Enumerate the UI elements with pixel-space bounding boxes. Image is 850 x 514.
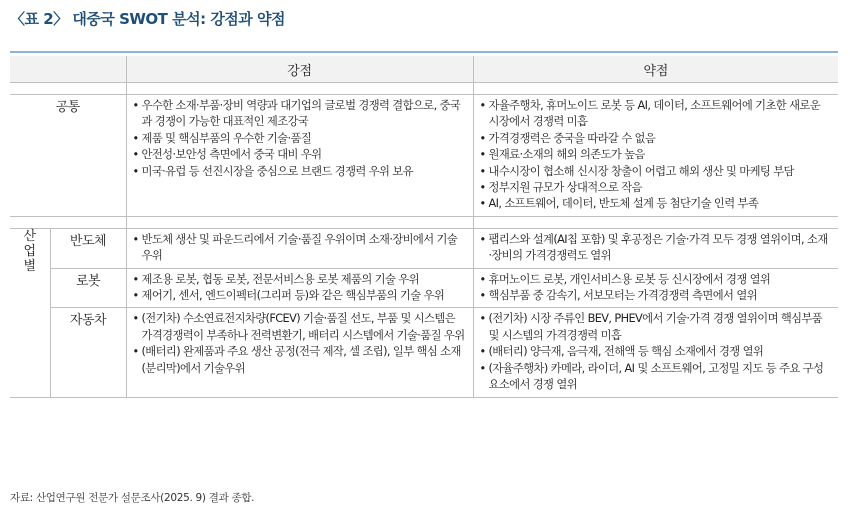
table-row-common — [10, 95, 838, 217]
weaknesses-cell — [473, 268, 838, 308]
table-row-automobile — [10, 308, 838, 397]
strengths-cell — [126, 308, 473, 397]
list-item-text: 제품 및 핵심부품의 우수한 기술·품질 — [141, 131, 312, 145]
spacer-cell — [473, 216, 838, 228]
list-item-text: 핵심부품 중 감속기, 서보모터는 가격경쟁력 측면에서 열위 — [488, 289, 757, 303]
bullet-marker: • — [132, 289, 139, 303]
weaknesses-cell — [473, 228, 838, 268]
row-label-semiconductor: 반도체 — [50, 228, 126, 268]
weaknesses-cell — [473, 95, 838, 217]
list-item — [480, 311, 831, 344]
table-title: 〈표 2〉 대중국 SWOT 분석: 강점과 약점 — [10, 10, 285, 28]
strengths-list — [133, 232, 465, 265]
row-label-common: 공통 — [10, 95, 126, 217]
bullet-marker: • — [479, 99, 486, 112]
spacer-cell — [10, 216, 126, 228]
list-item-text: (전기차) 시장 주류인 BEV, PHEV에서 기술·가격 경쟁 열위이며 핵심부품 및 시스템의 가격경쟁력 미흡 — [488, 312, 823, 342]
list-item-text: 팹리스와 설계(AI칩 포함) 및 후공정은 기술·가격 모두 경쟁 열위이며, 소재·장비의 가격경쟁력도 열위 — [488, 232, 828, 263]
list-item-text: (배터리) 완제품과 주요 생산 공정(전극 제작, 셀 조립), 일부 핵심 소재(분리막)에서 기술우위 — [141, 345, 461, 375]
bullet-marker: • — [479, 232, 486, 246]
list-item-text: 내수시장이 협소해 신시장 창출이 어렵고 해외 생산 및 마케팅 부담 — [488, 164, 794, 178]
spacer-cell — [126, 83, 473, 95]
list-item-text: 제조용 로봇, 협동 로봇, 전문서비스용 로봇 제품의 기술 우위 — [141, 272, 419, 286]
list-item — [480, 272, 831, 288]
list-item-text: 가격경쟁력은 중국을 따라갈 수 없음 — [488, 131, 656, 145]
source-note: 자료: 산업연구원 전문가 설문조사(2025. 9) 결과 종합. — [10, 492, 255, 504]
list-item — [480, 180, 831, 196]
list-item-text: 미국·유럽 등 선진시장을 중심으로 브랜드 경쟁력 우위 보유 — [141, 164, 413, 178]
strengths-list — [133, 311, 465, 377]
list-item-text: 정부지원 규모가 상대적으로 작음 — [488, 181, 642, 195]
strengths-cell — [126, 268, 473, 308]
strengths-list — [133, 272, 465, 305]
bullet-marker: • — [132, 148, 139, 162]
weaknesses-cell — [473, 308, 838, 397]
header-weaknesses: 약점 — [473, 56, 838, 83]
bullet-marker: • — [132, 164, 139, 178]
bullet-marker: • — [479, 164, 486, 178]
table-row-robot — [10, 268, 838, 308]
spacer-cell — [10, 83, 126, 95]
bullet-marker: • — [132, 131, 139, 145]
group-label-by-industry — [10, 228, 50, 397]
list-item-text: 우수한 소재·부품·장비 역량과 대기업의 글로벌 경쟁력 결합으로, 중국과 경쟁이 가능한 대표적인 제조강국 — [141, 99, 461, 129]
spacer-cell — [473, 83, 838, 95]
bullet-marker: • — [479, 345, 486, 359]
bullet-marker: • — [479, 181, 486, 195]
list-item — [133, 272, 465, 288]
row-label-automobile: 자동차 — [50, 308, 126, 397]
group-label-text: 산업별 — [23, 228, 37, 274]
spacer-row — [10, 216, 838, 228]
list-item — [133, 164, 465, 180]
bullet-marker: • — [132, 272, 139, 286]
weaknesses-list — [480, 232, 831, 265]
list-item — [133, 131, 465, 147]
list-item-text: 반도체 생산 및 파운드리에서 기술·품질 우위이며 소재·장비에서 기술우위 — [141, 232, 458, 263]
bullet-marker: • — [479, 197, 486, 211]
list-item-text: (전기차) 수소연료전지차량(FCEV) 기술·품질 선도, 부품 및 시스템은 가격경쟁력이 부족하나 전력변환기, 배터리 시스템에서 기술·품질 우위 — [141, 312, 465, 342]
list-item-text: (자율주행차) 카메라, 라이더, AI 및 소프트웨어, 고정밀 지도 등 주요 구성요소에서 경쟁 열위 — [488, 361, 824, 392]
list-item — [133, 311, 465, 344]
list-item — [480, 196, 831, 212]
list-item-text: (배터리) 양극재, 음극재, 전해액 등 핵심 소재에서 경쟁 열위 — [488, 345, 764, 359]
bullet-marker: • — [132, 312, 139, 326]
list-item — [133, 98, 465, 131]
strengths-cell — [126, 95, 473, 217]
bullet-marker: • — [479, 131, 486, 145]
list-item — [480, 131, 831, 147]
bullet-marker: • — [479, 361, 486, 375]
list-item — [133, 147, 465, 163]
list-item-text: AI, 소프트웨어, 데이터, 반도체 설계 등 첨단기술 인력 부족 — [488, 197, 759, 211]
bullet-marker: • — [479, 312, 486, 326]
header-strengths: 강점 — [126, 56, 473, 83]
weaknesses-list — [480, 272, 831, 305]
list-item-text: 원재료·소재의 해외 의존도가 높음 — [488, 148, 645, 162]
list-item — [133, 288, 465, 304]
list-item — [133, 232, 465, 265]
list-item — [133, 344, 465, 377]
bullet-marker: • — [479, 272, 486, 286]
list-item — [480, 344, 831, 360]
top-rule — [10, 51, 838, 53]
bullet-marker: • — [132, 99, 139, 112]
swot-table — [10, 56, 838, 398]
list-item-text: 자율주행차, 휴머노이드 로봇 등 AI, 데이터, 소프트웨어에 기초한 새로운 시장에서 경쟁력 미흡 — [488, 99, 821, 129]
strengths-list — [133, 98, 465, 180]
list-item — [480, 361, 831, 394]
list-item — [480, 232, 831, 265]
strengths-cell — [126, 228, 473, 268]
bullet-marker: • — [479, 289, 486, 303]
header-row — [10, 56, 838, 83]
list-item-text: 휴머노이드 로봇, 개인서비스용 로봇 등 신시장에서 경쟁 열위 — [488, 272, 771, 286]
row-label-robot: 로봇 — [50, 268, 126, 308]
spacer-row — [10, 83, 838, 95]
header-corner — [10, 56, 126, 83]
bullet-marker: • — [132, 345, 139, 359]
list-item-text: 제어기, 센서, 엔드이펙터(그리퍼 등)와 같은 핵심부품의 기술 우위 — [141, 289, 445, 303]
list-item — [480, 98, 831, 131]
table-row-semiconductor — [10, 228, 838, 268]
bullet-marker: • — [132, 232, 139, 246]
weaknesses-list — [480, 98, 831, 213]
list-item — [480, 164, 831, 180]
list-item — [480, 147, 831, 163]
weaknesses-list — [480, 311, 831, 393]
bullet-marker: • — [479, 148, 486, 162]
list-item-text: 안전성·보안성 측면에서 중국 대비 우위 — [141, 148, 322, 162]
list-item — [480, 288, 831, 304]
spacer-cell — [126, 216, 473, 228]
